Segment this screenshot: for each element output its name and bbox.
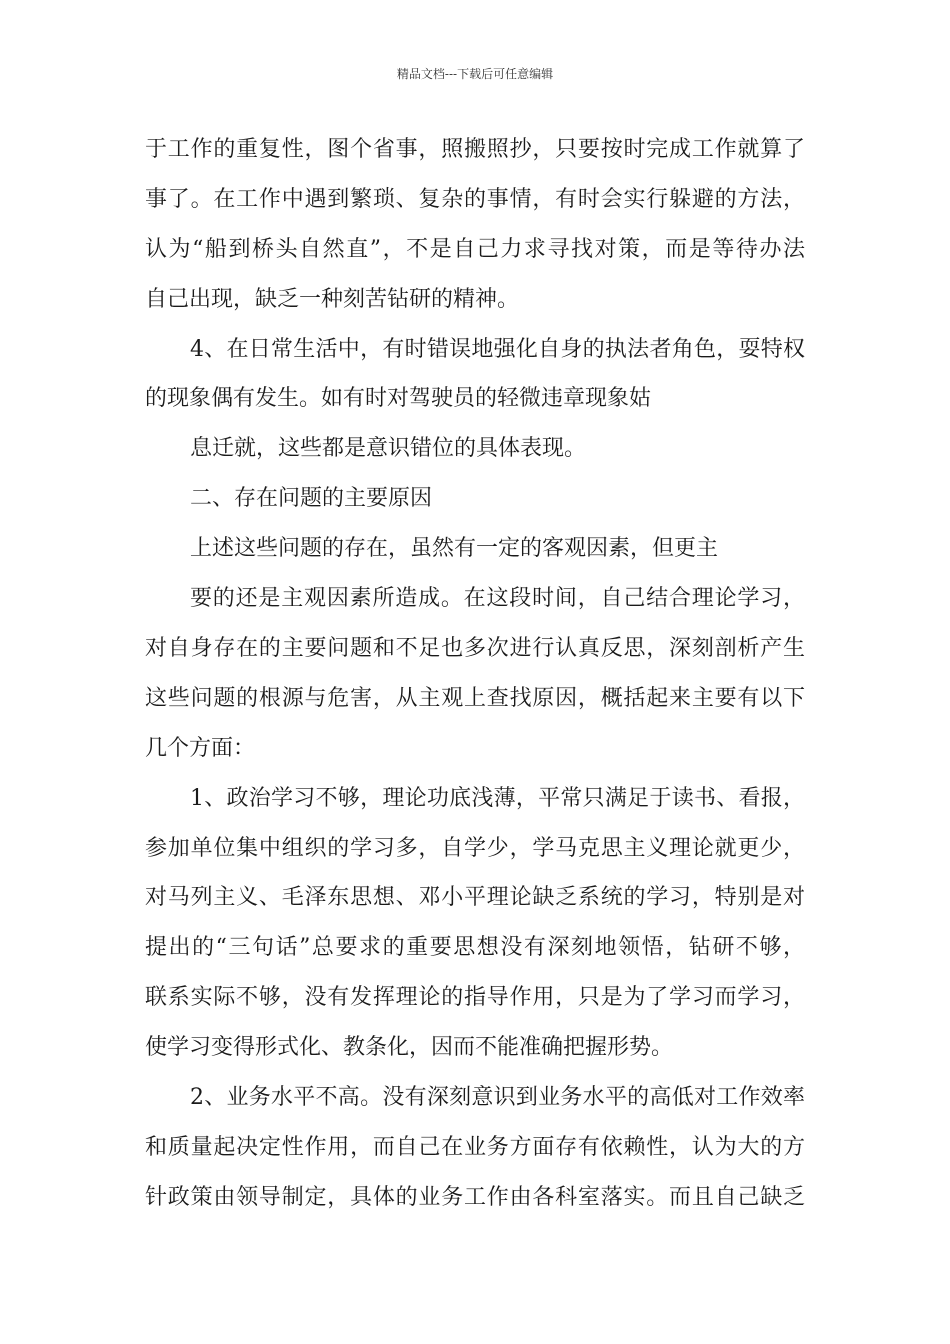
paragraph-line: 对马列主义、毛泽东思想、邓小平理论缺乏系统的学习，特别是对	[145, 885, 805, 910]
paragraph-line: 几个方面：	[145, 736, 256, 761]
paragraph-line: 4、在日常生活中，有时错误地强化自身的执法者角色，耍特权	[190, 337, 805, 362]
paragraph-line: 息迁就，这些都是意识错位的具体表现。	[190, 436, 587, 461]
paragraph-line: 1、政治学习不够，理论功底浅薄，平常只满足于读书、看报，	[190, 786, 805, 811]
paragraph-line: 针政策由领导制定，具体的业务工作由各科室落实。而且自己缺乏	[145, 1185, 805, 1210]
paragraph-line: 这些问题的根源与危害，从主观上查找原因，概括起来主要有以下	[145, 686, 805, 711]
paragraph-line: 自己出现，缺乏一种刻苦钻研的精神。	[145, 287, 520, 312]
paragraph-line: 事了。在工作中遇到繁琐、复杂的事情，有时会实行躲避的方法，	[145, 187, 805, 212]
paragraph-line: 参加单位集中组织的学习多，自学少，学马克思主义理论就更少，	[145, 836, 805, 861]
paragraph-line: 于工作的重复性，图个省事，照搬照抄，只要按时完成工作就算了	[145, 137, 805, 162]
paragraph-line: 联系实际不够，没有发挥理论的指导作用，只是为了学习而学习，	[145, 985, 805, 1010]
paragraph-line: 对自身存在的主要问题和不足也多次进行认真反思，深刻剖析产生	[145, 636, 805, 661]
paragraph-line: 使学习变得形式化、教条化，因而不能准确把握形势。	[145, 1035, 674, 1060]
paragraph-line: 2、业务水平不高。没有深刻意识到业务水平的高低对工作效率	[190, 1085, 805, 1110]
paragraph-line: 要的还是主观因素所造成。在这段时间，自己结合理论学习，	[190, 586, 805, 611]
paragraph-line: 提出的“三句话”总要求的重要思想没有深刻地领悟，钻研不够，	[145, 935, 805, 960]
section-heading: 二、存在问题的主要原因	[190, 486, 433, 511]
paragraph-line: 认为“船到桥头自然直”，不是自己力求寻找对策，而是等待办法	[145, 237, 805, 262]
paragraph-line: 的现象偶有发生。如有时对驾驶员的轻微违章现象姑	[145, 386, 652, 411]
paragraph-line: 和质量起决定性作用，而自己在业务方面存有依赖性，认为大的方	[145, 1135, 805, 1160]
paragraph-line: 上述这些问题的存在，虽然有一定的客观因素，但更主	[190, 536, 719, 561]
page-header: 精品文档---下载后可任意编辑	[396, 67, 554, 81]
